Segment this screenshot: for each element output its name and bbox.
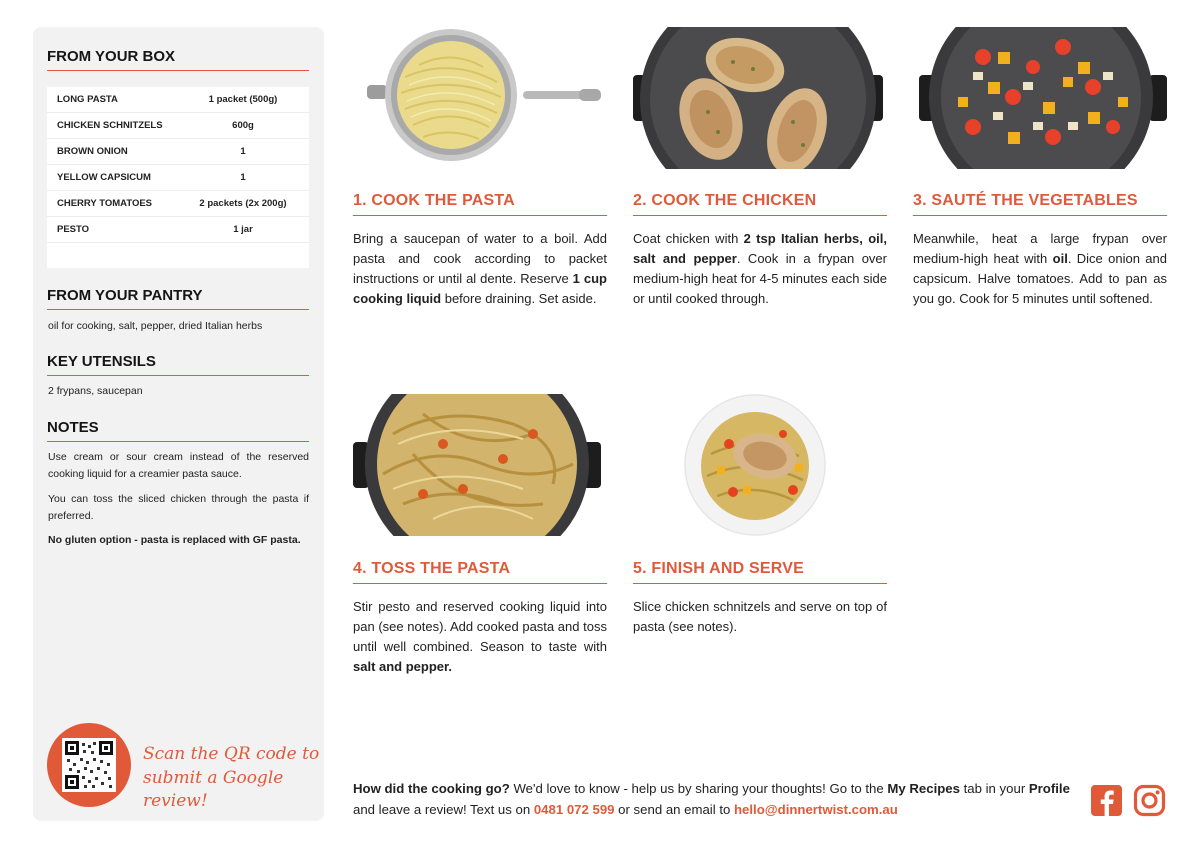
footer-text: tab in your <box>959 781 1029 796</box>
step-text-segment: . Cook in a frypan over medium-high heat for 4-5 minutes each side or until cooked through. <box>633 251 887 306</box>
pantry-title: FROM YOUR PANTRY <box>47 287 309 310</box>
step-1-title: 1. COOK THE PASTA <box>353 192 607 216</box>
ingredient-qty: 1 <box>240 146 246 157</box>
pantry-text: oil for cooking, salt, pepper, dried Italian herbs <box>48 320 263 332</box>
utensils-text: 2 frypans, saucepan <box>48 385 143 397</box>
plated-dish-photo <box>633 394 887 536</box>
ingredient-name: CHICKEN SCHNITZELS <box>57 120 163 131</box>
instagram-icon[interactable] <box>1133 784 1166 817</box>
step-text-segment: Bring a saucepan of water to a boil. Add pasta and cook according to packet instructions or until al dente. Reserve <box>353 231 607 286</box>
ingredient-name: PESTO <box>57 224 90 235</box>
qr-caption-line2: submit a Google review! <box>143 768 284 811</box>
qr-caption-line1: Scan the QR code to <box>143 744 320 764</box>
step-text-bold: 2 tsp Italian herbs, oil, salt and pepper <box>633 231 887 266</box>
ingredients-table <box>47 87 309 268</box>
step-text-segment: Coat chicken with <box>633 231 744 246</box>
step-3-text <box>913 229 1167 309</box>
note-item: Use cream or sour cream instead of the reserved cooking liquid for a creamier pasta sauce. <box>48 451 309 480</box>
step-2-text <box>633 229 887 309</box>
ingredient-qty: 1 <box>240 172 246 183</box>
step-text-segment: Meanwhile, heat a large frypan over medium-high heat with <box>913 231 1167 266</box>
frypan-chicken-photo <box>633 27 887 169</box>
table-row <box>47 217 309 243</box>
step-text-bold: salt and pepper. <box>353 659 452 674</box>
step-4-text <box>353 597 607 677</box>
ingredient-qty: 1 packet (500g) <box>208 94 278 105</box>
frypan-pasta-photo <box>353 394 607 536</box>
review-footer <box>353 778 1073 820</box>
ingredient-name: BROWN ONION <box>57 146 128 157</box>
notes-title: NOTES <box>47 419 309 442</box>
table-row <box>47 191 309 217</box>
table-row <box>47 113 309 139</box>
qr-code-icon <box>65 741 113 789</box>
from-box-title: FROM YOUR BOX <box>47 48 309 71</box>
step-text-segment: before draining. Set aside. <box>441 291 597 306</box>
table-row <box>47 165 309 191</box>
saucepan-pasta-photo <box>353 27 607 169</box>
step-3-title: 3. SAUTÉ THE VEGETABLES <box>913 192 1167 216</box>
footer-text: We'd love to know - help us by sharing your thoughts! Go to the <box>509 781 888 796</box>
ingredient-name: YELLOW CAPSICUM <box>57 172 151 183</box>
facebook-icon[interactable] <box>1090 784 1123 817</box>
ingredient-qty: 600g <box>232 120 254 131</box>
qr-badge <box>47 723 131 807</box>
footer-text: or send an email to <box>614 802 734 817</box>
note-item: You can toss the sliced chicken through the pasta if preferred. <box>48 493 309 522</box>
profile-link[interactable]: Profile <box>1028 781 1070 796</box>
ingredient-name: CHERRY TOMATOES <box>57 198 153 209</box>
step-5-title: 5. FINISH AND SERVE <box>633 560 887 584</box>
step-5-text <box>633 597 887 637</box>
footer-text: and leave a review! Text us on <box>353 802 534 817</box>
table-row <box>47 87 309 113</box>
my-recipes-link[interactable]: My Recipes <box>887 781 960 796</box>
step-text-segment: Stir pesto and reserved cooking liquid into pan (see notes). Add cooked pasta and toss until well combined. Season to taste with <box>353 599 607 654</box>
step-4-title: 4. TOSS THE PASTA <box>353 560 607 584</box>
step-2-title: 2. COOK THE CHICKEN <box>633 192 887 216</box>
table-row <box>47 139 309 165</box>
step-text-bold: oil <box>1052 251 1068 266</box>
step-text-segment: . Dice onion and capsicum. Halve tomatoes. Add to pan as you go. Cook for 5 minutes until softened. <box>913 251 1167 306</box>
note-item: No gluten option - pasta is replaced with GF pasta. <box>48 534 301 546</box>
ingredients-sidebar <box>33 27 324 821</box>
qr-code[interactable] <box>62 738 116 792</box>
email-link[interactable]: hello@dinnertwist.com.au <box>734 802 898 817</box>
step-1-text <box>353 229 607 309</box>
ingredient-qty: 2 packets (2x 200g) <box>199 198 287 209</box>
footer-question: How did the cooking go? <box>353 781 510 796</box>
ingredient-qty: 1 jar <box>233 224 253 235</box>
step-text-segment: Slice chicken schnitzels and serve on top of pasta (see notes). <box>633 599 887 634</box>
ingredient-name: LONG PASTA <box>57 94 118 105</box>
step-text-bold: 1 cup cooking liquid <box>353 271 607 306</box>
utensils-title: KEY UTENSILS <box>47 353 309 376</box>
frypan-vegetables-photo <box>913 27 1167 169</box>
phone-link[interactable]: 0481 072 599 <box>533 802 615 817</box>
